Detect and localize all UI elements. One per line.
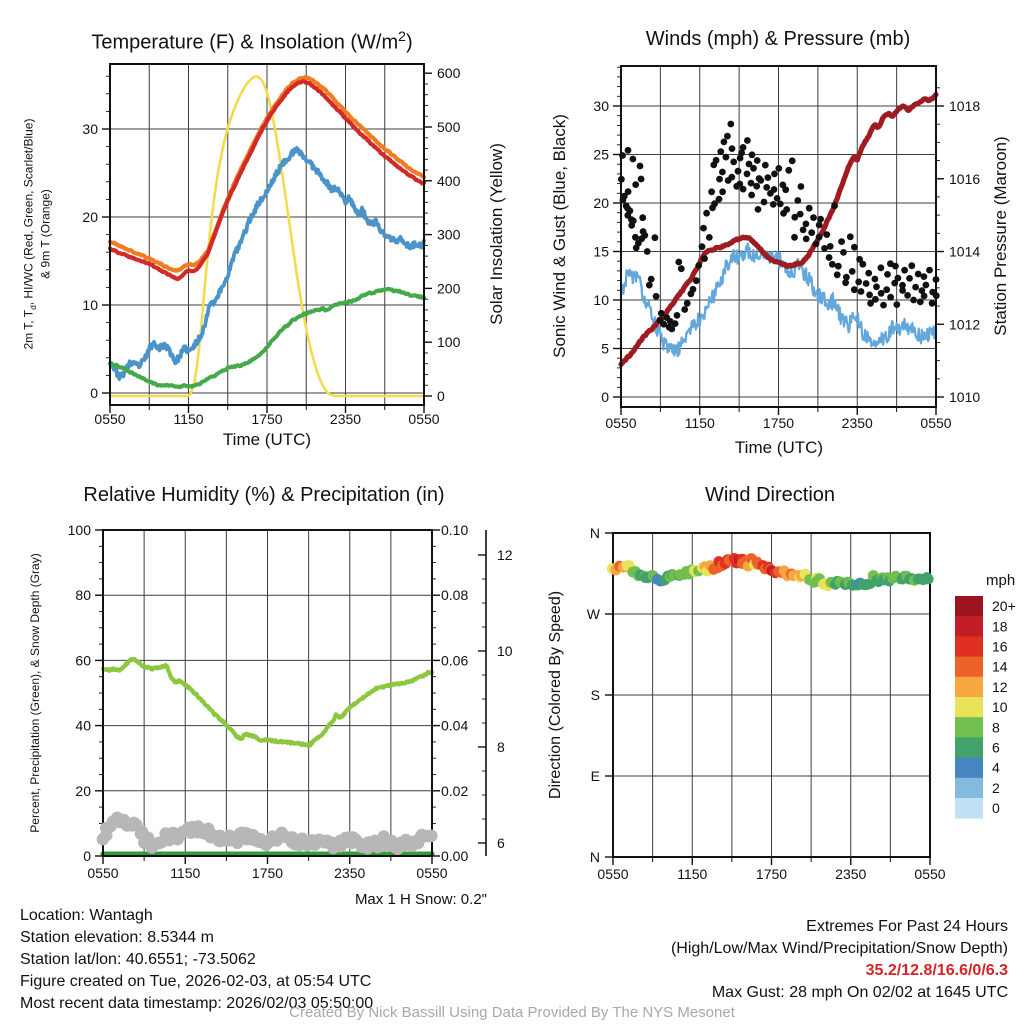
extremes-heading: Extremes For Past 24 Hours xyxy=(806,918,1008,935)
svg-text:4: 4 xyxy=(992,759,1000,776)
svg-text:20: 20 xyxy=(82,209,98,225)
svg-text:S: S xyxy=(590,687,600,703)
svg-text:100: 100 xyxy=(67,522,91,538)
svg-text:6: 6 xyxy=(497,835,505,851)
svg-text:0: 0 xyxy=(437,388,445,404)
svg-text:6: 6 xyxy=(992,739,1000,756)
svg-text:0.10: 0.10 xyxy=(441,522,469,538)
svg-text:1018: 1018 xyxy=(949,98,981,114)
svg-text:2350: 2350 xyxy=(334,865,366,881)
footer-location: Location: Wantagh xyxy=(20,907,153,924)
svg-text:2350: 2350 xyxy=(841,415,873,431)
svg-text:2350: 2350 xyxy=(329,411,362,427)
footer-created: Figure created on Tue, 2026-02-03, at 05:54 UTC xyxy=(20,973,372,990)
svg-text:E: E xyxy=(590,768,600,784)
svg-text:1012: 1012 xyxy=(949,316,981,333)
svg-text:1150: 1150 xyxy=(170,865,201,881)
extremes-subheading: (High/Low/Max Wind/Precipitation/Snow Depth) xyxy=(670,940,1008,957)
svg-text:12: 12 xyxy=(992,678,1008,695)
svg-text:300: 300 xyxy=(437,226,461,243)
svg-text:0.08: 0.08 xyxy=(441,587,469,604)
svg-text:12: 12 xyxy=(497,547,513,563)
svg-text:0550: 0550 xyxy=(597,866,629,882)
winds-pressure-chart xyxy=(593,66,980,431)
max-snow-note: Max 1 H Snow: 0.2" xyxy=(354,891,487,908)
svg-text:10: 10 xyxy=(497,643,513,659)
svg-text:1150: 1150 xyxy=(173,411,204,427)
svg-text:30: 30 xyxy=(82,121,98,137)
svg-text:8: 8 xyxy=(497,739,505,755)
svg-text:1010: 1010 xyxy=(949,389,981,405)
svg-text:0: 0 xyxy=(90,385,98,401)
direction-y-axis-label: Direction (Colored By Speed) xyxy=(547,590,564,800)
svg-text:0550: 0550 xyxy=(920,415,952,431)
svg-text:14: 14 xyxy=(992,658,1008,675)
svg-text:0550: 0550 xyxy=(416,865,448,881)
direction-chart-title: Wind Direction xyxy=(704,484,836,506)
temp-y-axis-label xyxy=(22,119,55,350)
svg-text:20: 20 xyxy=(75,782,91,799)
svg-text:20: 20 xyxy=(593,195,609,211)
svg-text:2350: 2350 xyxy=(835,866,867,882)
svg-text:1016: 1016 xyxy=(949,170,981,187)
svg-text:0550: 0550 xyxy=(605,415,637,431)
svg-text:10: 10 xyxy=(992,699,1008,716)
svg-text:1150: 1150 xyxy=(677,866,708,882)
svg-text:5: 5 xyxy=(601,340,609,357)
direction-dots xyxy=(607,553,934,591)
temp-y-axis-label-line1: 2m T, $T_d$, HI/WC (Red, Green, Scarlet/Blue) xyxy=(21,118,38,350)
extremes-values: 35.2/12.8/16.6/0/6.3 xyxy=(865,962,1008,979)
svg-text:8: 8 xyxy=(992,719,1000,736)
winds-chart-title: Winds (mph) & Pressure (mb) xyxy=(645,28,911,50)
rh-y-axis-label: Percent, Precipitation (Green), & Snow Depth (Gray) xyxy=(28,553,43,833)
snow-depth-axis xyxy=(478,530,513,856)
svg-text:0.02: 0.02 xyxy=(441,782,469,799)
temp-x-axis-label: Time (UTC) xyxy=(222,430,312,449)
svg-text:200: 200 xyxy=(437,280,461,297)
svg-text:1750: 1750 xyxy=(762,415,795,431)
svg-text:18: 18 xyxy=(992,618,1008,635)
temp-y-axis-label-line2: & 9m T (Orange) xyxy=(38,189,53,279)
svg-text:0.00: 0.00 xyxy=(441,848,469,864)
svg-text:30: 30 xyxy=(593,98,609,114)
speed-colorbar xyxy=(955,596,1016,819)
svg-text:W: W xyxy=(586,606,600,622)
svg-text:0.04: 0.04 xyxy=(441,717,469,734)
footer-elevation: Station elevation: 8.5344 m xyxy=(20,929,214,946)
rh-chart-title: Relative Humidity (%) & Precipitation (in) xyxy=(83,484,445,506)
svg-text:400: 400 xyxy=(437,172,461,189)
pressure-y-axis-label: Station Pressure (Maroon) xyxy=(991,136,1010,336)
svg-text:10: 10 xyxy=(593,292,609,308)
winds-x-axis-label: Time (UTC) xyxy=(734,438,824,457)
temp-chart-title xyxy=(57,28,447,55)
svg-text:100: 100 xyxy=(437,334,461,351)
svg-text:0: 0 xyxy=(83,848,91,864)
svg-text:N: N xyxy=(589,849,600,865)
credit-line: Created By Nick Bassill Using Data Provided By The NYS Mesonet xyxy=(289,1004,735,1021)
max-gust-note: Max Gust: 28 mph On 02/02 at 1645 UTC xyxy=(711,984,1008,1001)
svg-text:0550: 0550 xyxy=(408,411,440,427)
svg-text:20+: 20+ xyxy=(992,598,1016,615)
svg-text:15: 15 xyxy=(593,243,609,260)
svg-text:0.06: 0.06 xyxy=(441,652,469,669)
svg-text:1750: 1750 xyxy=(251,865,284,881)
svg-text:1750: 1750 xyxy=(251,411,283,427)
temp-insolation-chart xyxy=(82,64,460,427)
svg-text:500: 500 xyxy=(437,119,461,135)
svg-text:600: 600 xyxy=(437,65,461,82)
svg-text:16: 16 xyxy=(992,638,1008,655)
svg-text:80: 80 xyxy=(75,587,91,604)
svg-text:1150: 1150 xyxy=(684,415,715,431)
footer-latlon: Station lat/lon: 40.6551; -73.5062 xyxy=(20,951,256,968)
svg-text:10: 10 xyxy=(82,297,98,313)
colorbar-title: mph xyxy=(986,572,1016,589)
svg-text:25: 25 xyxy=(593,146,609,163)
svg-text:1750: 1750 xyxy=(755,866,788,882)
insolation-y-axis-label: Solar Insolation (Yellow) xyxy=(487,143,506,325)
svg-text:2: 2 xyxy=(992,779,1000,796)
svg-text:0550: 0550 xyxy=(94,411,126,427)
svg-text:0: 0 xyxy=(992,800,1000,817)
temp-title-sup: 2 xyxy=(398,28,406,44)
svg-text:60: 60 xyxy=(75,652,91,669)
svg-text:N: N xyxy=(589,525,600,541)
temp-title-close: ) xyxy=(405,31,413,54)
svg-text:0550: 0550 xyxy=(87,865,119,881)
svg-text:40: 40 xyxy=(75,717,91,734)
wind-y-axis-label: Sonic Wind & Gust (Blue, Black) xyxy=(550,114,569,358)
svg-text:1014: 1014 xyxy=(949,243,981,260)
temp-title-text: Temperature (F) & Insolation (W/m xyxy=(91,31,399,54)
footer-timestamp: Most recent data timestamp: 2026/02/03 05:50:00 xyxy=(20,995,374,1012)
svg-text:0550: 0550 xyxy=(914,866,946,882)
svg-text:0: 0 xyxy=(601,389,609,405)
